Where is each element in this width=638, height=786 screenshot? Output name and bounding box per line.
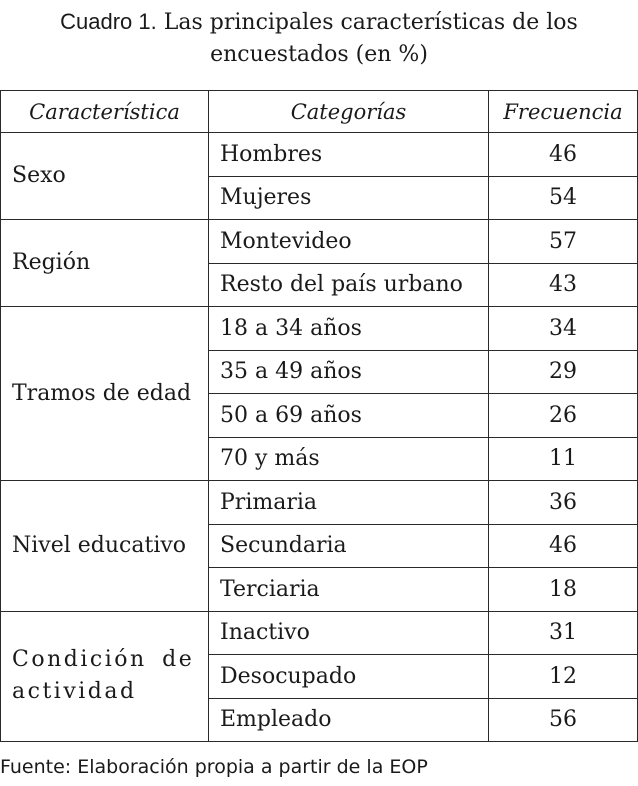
caption-text: Las principales características de los encuestados (en %) [163, 10, 578, 67]
group-condicion-de-actividad: Condición de actividad [1, 611, 209, 742]
header-characteristic: Característica [1, 91, 209, 133]
group-nivel-educativo: Nivel educativo [1, 481, 209, 612]
category-cell: Secundaria [209, 524, 489, 568]
frequency-cell: 57 [489, 220, 638, 264]
frequency-cell: 36 [489, 481, 638, 525]
header-frequency: Frecuencia [489, 91, 638, 133]
source-note: Fuente: Elaboración propia a partir de la EOP [0, 756, 428, 778]
category-cell: 50 a 69 años [209, 394, 489, 438]
group-region: Región [1, 220, 209, 307]
frequency-cell: 18 [489, 568, 638, 612]
table-row [1, 220, 638, 264]
frequency-cell: 29 [489, 350, 638, 394]
frequency-cell: 26 [489, 394, 638, 438]
category-cell: Resto del país urbano [209, 263, 489, 307]
frequency-cell: 46 [489, 524, 638, 568]
group-sexo: Sexo [1, 133, 209, 220]
frequency-cell: 54 [489, 176, 638, 220]
caption-label: Cuadro 1. [60, 9, 157, 34]
category-cell: 35 a 49 años [209, 350, 489, 394]
category-cell: Desocupado [209, 655, 489, 699]
frequency-cell: 31 [489, 611, 638, 655]
frequency-cell: 46 [489, 133, 638, 177]
frequency-cell: 11 [489, 437, 638, 481]
table-caption [0, 6, 638, 71]
frequency-cell: 56 [489, 698, 638, 742]
category-cell: Hombres [209, 133, 489, 177]
category-cell: 18 a 34 años [209, 307, 489, 351]
table-row [1, 133, 638, 177]
header-categories: Categorías [209, 91, 489, 133]
category-cell: Montevideo [209, 220, 489, 264]
table-row [1, 307, 638, 351]
group-tramos-de-edad: Tramos de edad [1, 307, 209, 481]
category-cell: Mujeres [209, 176, 489, 220]
category-cell: Empleado [209, 698, 489, 742]
characteristics-table [0, 90, 638, 742]
frequency-cell: 12 [489, 655, 638, 699]
frequency-cell: 34 [489, 307, 638, 351]
category-cell: Terciaria [209, 568, 489, 612]
frequency-cell: 43 [489, 263, 638, 307]
category-cell: Inactivo [209, 611, 489, 655]
category-cell: Primaria [209, 481, 489, 525]
header-row [1, 91, 638, 133]
table-row [1, 481, 638, 525]
table-row [1, 611, 638, 655]
category-cell: 70 y más [209, 437, 489, 481]
